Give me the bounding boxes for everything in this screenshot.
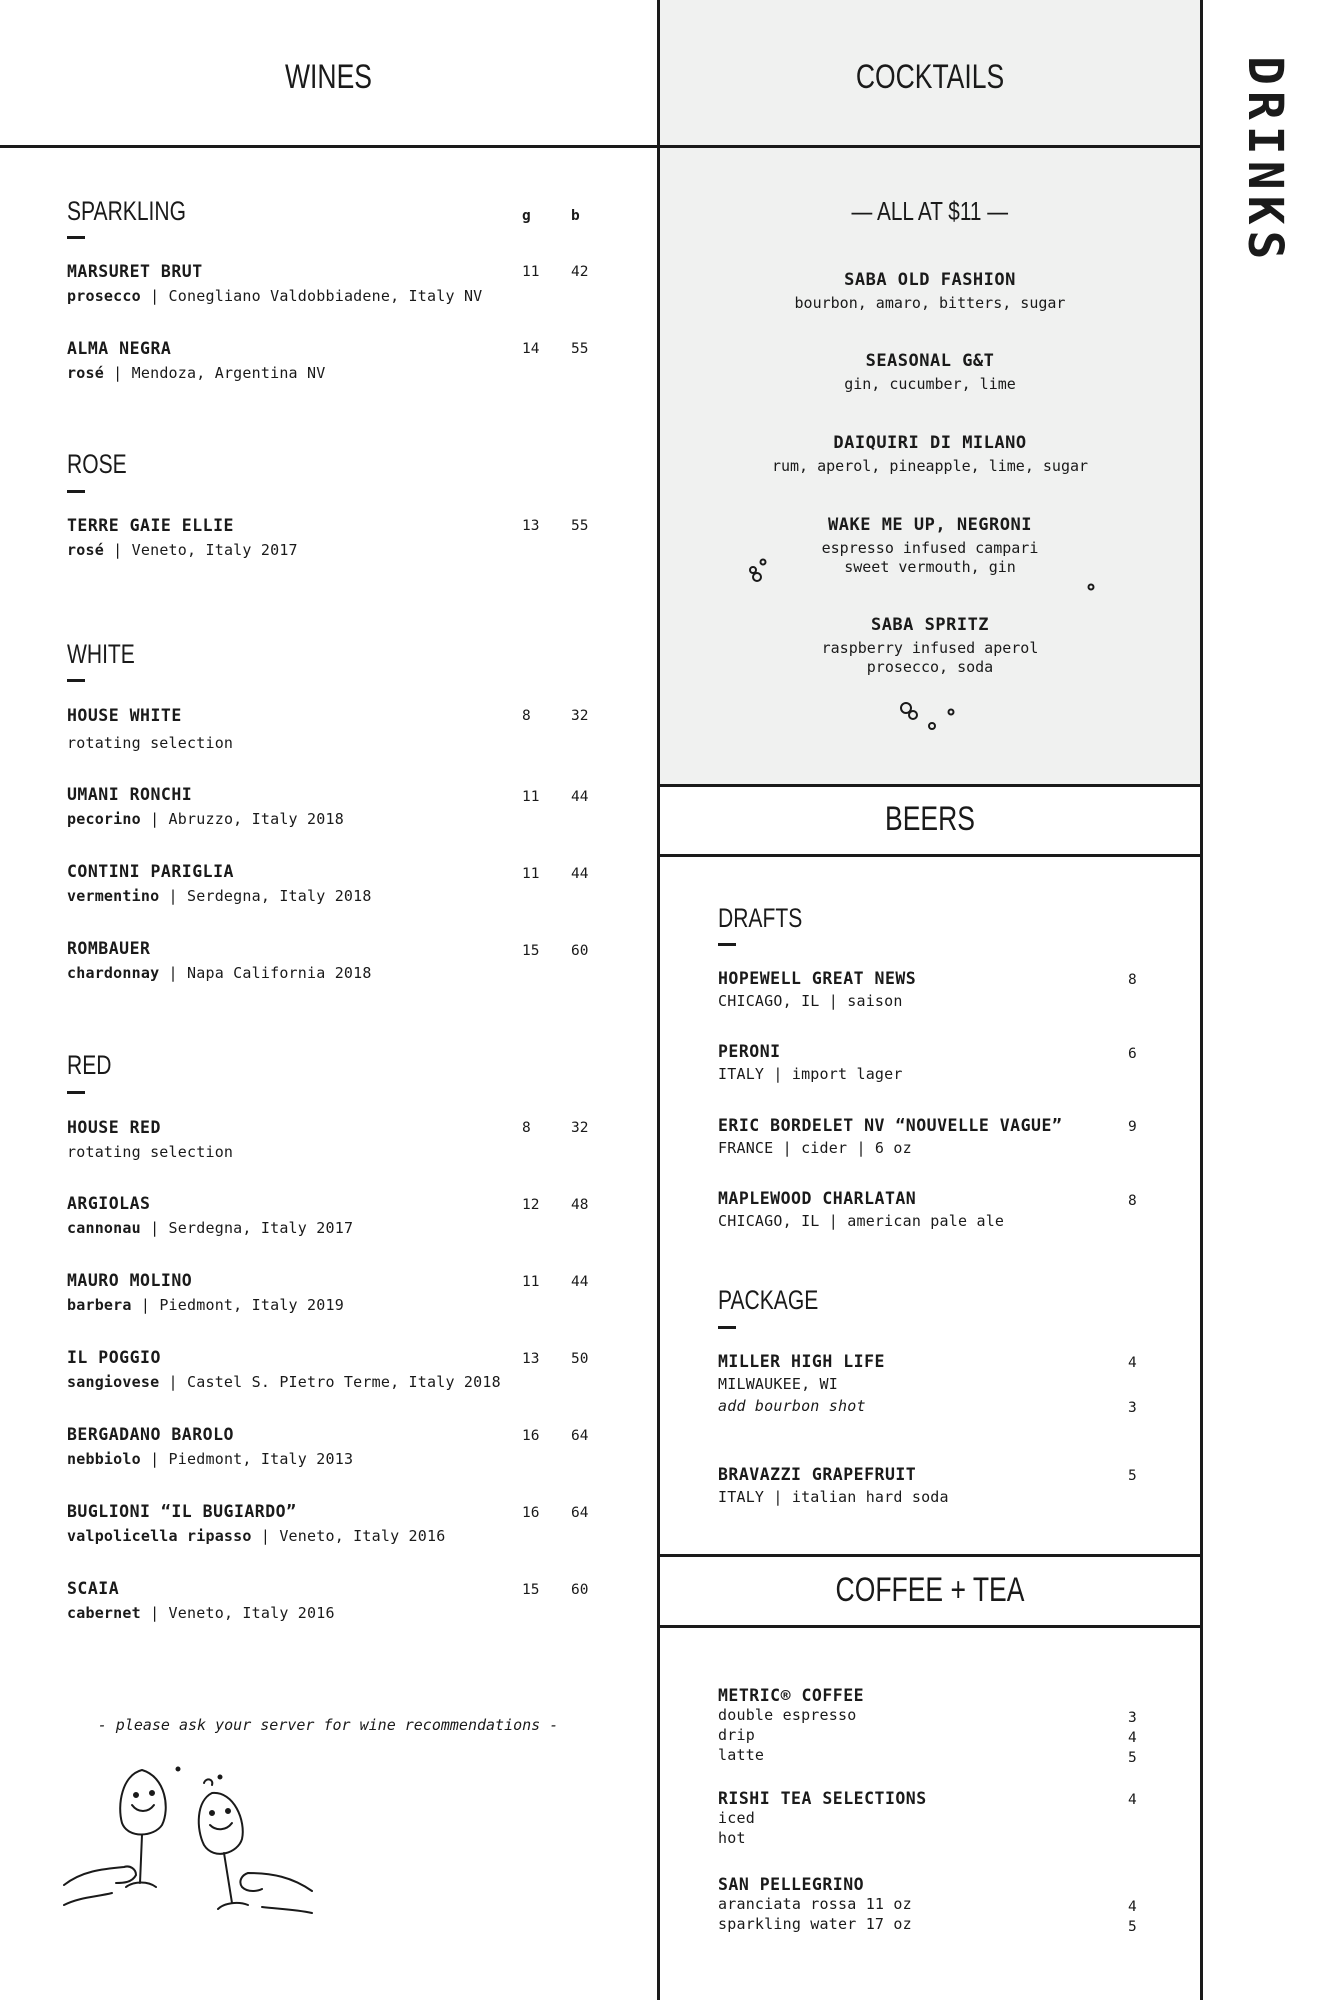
wine-price-glass: 12 bbox=[522, 1197, 540, 1213]
category-package: PACKAGE bbox=[718, 1285, 819, 1315]
bubbles-decoration bbox=[1084, 580, 1098, 594]
bubbles-decoration bbox=[745, 552, 775, 586]
wine-price-glass: 15 bbox=[522, 1582, 540, 1598]
cocktail-item: SABA OLD FASHION bourbon, amaro, bitters, sugar bbox=[794, 270, 1066, 312]
beers-bottom-rule bbox=[657, 854, 1203, 857]
beer-price: 8 bbox=[1128, 1193, 1137, 1209]
wine-price-bottle: 44 bbox=[571, 789, 589, 805]
beer-price: 8 bbox=[1128, 972, 1137, 988]
coffee-item: METRIC® COFFEE double espresso drip latte bbox=[718, 1686, 865, 1764]
category-white: WHITE bbox=[67, 639, 135, 669]
coffee-price: 4 bbox=[1128, 1899, 1137, 1915]
beer-item: PERONI ITALY | import lager bbox=[718, 1042, 903, 1083]
wine-item: ROMBAUER chardonnay | Napa California 2018 bbox=[67, 939, 372, 982]
wine-price-bottle: 44 bbox=[571, 1274, 589, 1290]
wine-price-bottle: 55 bbox=[571, 341, 589, 357]
wine-price-bottle: 64 bbox=[571, 1428, 589, 1444]
wine-price-bottle: 64 bbox=[571, 1505, 589, 1521]
beers-top-rule bbox=[657, 784, 1203, 787]
wine-recommendation-note: - please ask your server for wine recommendations - bbox=[97, 1716, 559, 1734]
beer-item: BRAVAZZI GRAPEFRUIT ITALY | italian hard soda bbox=[718, 1465, 949, 1506]
beer-item: MILLER HIGH LIFE MILWAUKEE, WI add bourbon shot bbox=[718, 1352, 885, 1415]
coffee-item: RISHI TEA SELECTIONS iced hot bbox=[718, 1789, 927, 1847]
wine-item: TERRE GAIE ELLIE rosé | Veneto, Italy 2017 bbox=[67, 516, 298, 559]
category-dash bbox=[718, 1326, 736, 1329]
drinks-vertical-title: DRINKS bbox=[1237, 56, 1293, 266]
wine-item: BERGADANO BAROLO nebbiolo | Piedmont, Italy 2013 bbox=[67, 1425, 354, 1468]
category-drafts: DRAFTS bbox=[718, 903, 803, 933]
category-sparkling: SPARKLING bbox=[67, 196, 186, 226]
coffee-item: SAN PELLEGRINO aranciata rossa 11 oz sparkling water 17 oz bbox=[718, 1875, 912, 1933]
wine-price-glass: 16 bbox=[522, 1505, 540, 1521]
category-dash bbox=[718, 943, 736, 946]
coffee-price: 4 bbox=[1128, 1730, 1137, 1746]
wine-item: HOUSE WHITE rotating selection bbox=[67, 706, 234, 752]
wine-price-bottle: 32 bbox=[571, 708, 589, 724]
wine-item: MAURO MOLINO barbera | Piedmont, Italy 2019 bbox=[67, 1271, 344, 1314]
wine-price-glass: 13 bbox=[522, 518, 540, 534]
wine-price-glass: 14 bbox=[522, 341, 540, 357]
beer-item: ERIC BORDELET NV “NOUVELLE VAGUE” FRANCE | cider | 6 oz bbox=[718, 1116, 1063, 1157]
coffee-price: 5 bbox=[1128, 1919, 1137, 1935]
beer-price: 4 bbox=[1128, 1355, 1137, 1371]
wine-price-glass: 11 bbox=[522, 866, 540, 882]
wine-price-bottle: 42 bbox=[571, 264, 589, 280]
wine-price-bottle: 55 bbox=[571, 518, 589, 534]
coffee-tea-header: COFFEE + TEA bbox=[835, 1571, 1025, 1609]
header-rule bbox=[0, 145, 1203, 148]
wine-item: SCAIA cabernet | Veneto, Italy 2016 bbox=[67, 1579, 335, 1622]
category-dash bbox=[67, 1091, 85, 1094]
cocktail-item: SEASONAL G&T gin, cucumber, lime bbox=[844, 351, 1016, 393]
wine-item: ARGIOLAS cannonau | Serdegna, Italy 2017 bbox=[67, 1194, 354, 1237]
wine-price-glass: 15 bbox=[522, 943, 540, 959]
wine-price-glass: 11 bbox=[522, 264, 540, 280]
wine-price-bottle: 32 bbox=[571, 1120, 589, 1136]
wine-item: BUGLIONI “IL BUGIARDO” valpolicella ripasso | Veneto, Italy 2016 bbox=[67, 1502, 446, 1545]
cocktail-item: WAKE ME UP, NEGRONI espresso infused campari sweet vermouth, gin bbox=[821, 515, 1039, 576]
wine-item: MARSURET BRUT prosecco | Conegliano Valdobbiadene, Italy NV bbox=[67, 262, 483, 305]
coffee-price: 3 bbox=[1128, 1710, 1137, 1726]
coffee-top-rule bbox=[657, 1554, 1203, 1557]
category-dash bbox=[67, 679, 85, 682]
beer-item: MAPLEWOOD CHARLATAN CHICAGO, IL | american pale ale bbox=[718, 1189, 1005, 1230]
coffee-price: 5 bbox=[1128, 1750, 1137, 1766]
wine-price-glass: 8 bbox=[522, 708, 531, 724]
coffee-price: 4 bbox=[1128, 1792, 1137, 1808]
category-dash bbox=[67, 490, 85, 493]
wine-item: IL POGGIO sangiovese | Castel S. PIetro Terme, Italy 2018 bbox=[67, 1348, 501, 1391]
cocktails-header: COCKTAILS bbox=[855, 58, 1005, 96]
beer-price: 6 bbox=[1128, 1046, 1137, 1062]
beer-addon-price: 3 bbox=[1128, 1400, 1137, 1416]
wine-price-glass: 11 bbox=[522, 789, 540, 805]
column-glass-label: g bbox=[522, 208, 531, 224]
wine-item: HOUSE RED rotating selection bbox=[67, 1118, 234, 1161]
toasting-glasses-illustration bbox=[62, 1765, 322, 1940]
wine-item: CONTINI PARIGLIA vermentino | Serdegna, Italy 2018 bbox=[67, 862, 372, 905]
column-bottle-label: b bbox=[571, 208, 580, 224]
category-rose: ROSE bbox=[67, 449, 127, 479]
wine-price-glass: 11 bbox=[522, 1274, 540, 1290]
divider-drinks-side bbox=[1200, 0, 1203, 2000]
category-dash bbox=[67, 236, 85, 239]
wine-price-bottle: 44 bbox=[571, 866, 589, 882]
wine-price-glass: 8 bbox=[522, 1120, 531, 1136]
wines-header: WINES bbox=[285, 58, 372, 96]
wine-price-glass: 16 bbox=[522, 1428, 540, 1444]
beer-price: 5 bbox=[1128, 1468, 1137, 1484]
wine-item: ALMA NEGRA rosé | Mendoza, Argentina NV bbox=[67, 339, 326, 382]
coffee-bottom-rule bbox=[657, 1625, 1203, 1628]
wine-price-bottle: 60 bbox=[571, 1582, 589, 1598]
cocktail-item: DAIQUIRI DI MILANO rum, aperol, pineapple, lime, sugar bbox=[771, 433, 1089, 475]
beer-price: 9 bbox=[1128, 1119, 1137, 1135]
wine-item: UMANI RONCHI pecorino | Abruzzo, Italy 2018 bbox=[67, 785, 344, 828]
cocktail-item: SABA SPRITZ raspberry infused aperol prosecco, soda bbox=[821, 615, 1039, 676]
wine-price-glass: 13 bbox=[522, 1351, 540, 1367]
wine-price-bottle: 60 bbox=[571, 943, 589, 959]
beer-item: HOPEWELL GREAT NEWS CHICAGO, IL | saison bbox=[718, 969, 917, 1010]
beers-header: BEERS bbox=[885, 800, 975, 838]
wine-price-bottle: 50 bbox=[571, 1351, 589, 1367]
category-red: RED bbox=[67, 1050, 112, 1080]
cocktails-price-note: — ALL AT $11 — bbox=[851, 196, 1009, 226]
wine-price-bottle: 48 bbox=[571, 1197, 589, 1213]
bubbles-decoration bbox=[896, 698, 960, 734]
